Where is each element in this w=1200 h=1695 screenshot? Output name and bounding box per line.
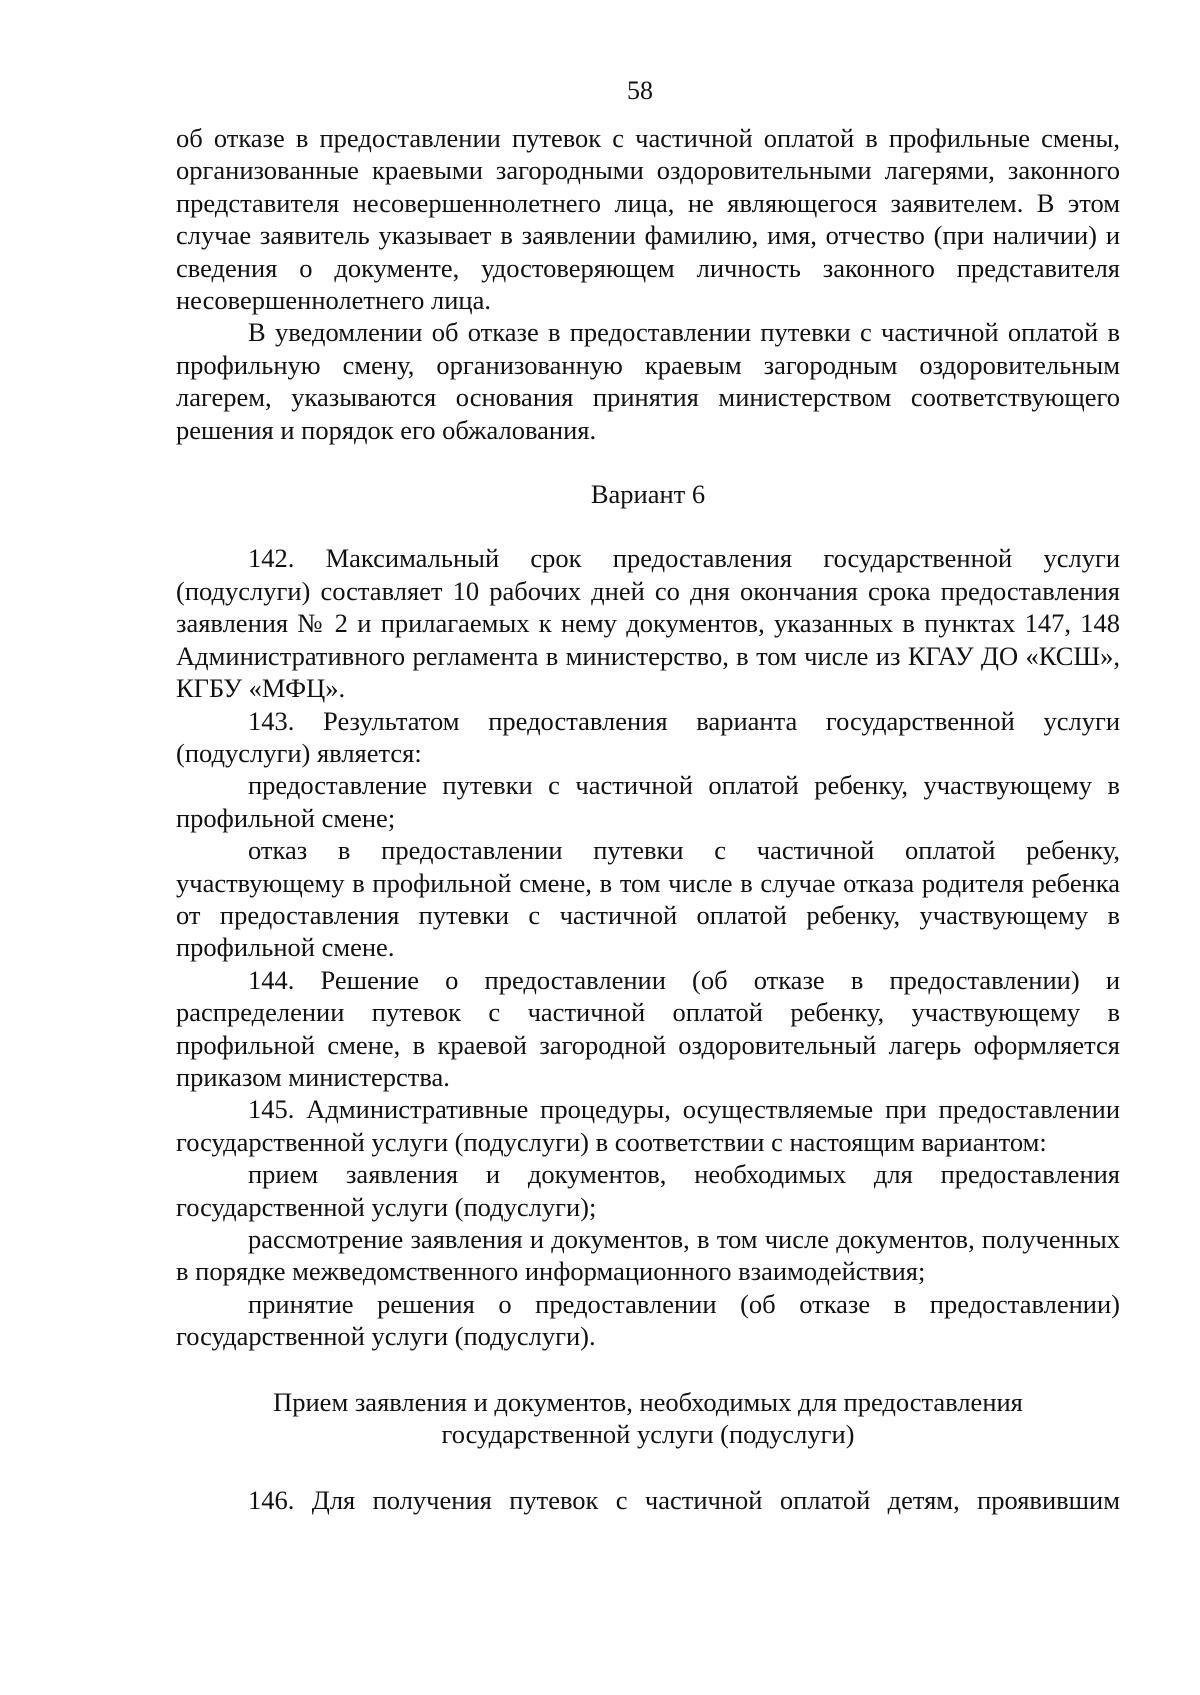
- section-heading: [176, 1386, 1120, 1451]
- variant-heading: Вариант 6: [590, 479, 706, 510]
- section-heading-line-1: Прием заявления и документов, необходимых для предоставления: [273, 1386, 1023, 1417]
- paragraph-145-procedure-review: рассмотрение заявления и документов, в том числе документов, полученных в порядке межведомственного информационного взаимодействия;: [176, 1224, 1120, 1287]
- paragraph-145-procedure-decision: принятие решения о предоставлении (об отказе в предоставлении) государственной услуги (подуслуги).: [176, 1288, 1120, 1352]
- paragraph-144: 144. Решение о предоставлении (об отказе в предоставлении) и распределении путевок с частичной оплатой ребенку, участвующему в профильной смене, в краевой загородной оздоровительный лагерь оформляется приказом министерства.: [176, 964, 1120, 1092]
- paragraph-143: 143. Результатом предоставления варианта государственной услуги (подуслуги) является:: [176, 705, 1120, 768]
- paragraph-143-result-refusal: отказ в предоставлении путевки с частичной оплатой ребенку, участвующему в профильной смене, в том числе в случае отказа родителя ребенка от предоставления путевки с частичной оплатой ребенку, участвующему в профильной смене.: [176, 835, 1120, 963]
- paragraph-143-result-grant: предоставление путевки с частичной оплатой ребенку, участвующему в профильной смене;: [176, 770, 1120, 833]
- paragraph-145-procedure-intake: прием заявления и документов, необходимых для предоставления государственной услуги (подуслуги);: [176, 1159, 1120, 1222]
- document-body: [176, 122, 1120, 1517]
- paragraph-refusal-notice: В уведомлении об отказе в предоставлении путевки с частичной оплатой в профильную смену, организованную краевым загородным оздоровительным лагерем, указываются основания принятия министерством соответствующего решения и порядок его обжалования.: [176, 317, 1120, 445]
- paragraph-145: 145. Административные процедуры, осуществляемые при предоставлении государственной услуги (подуслуги) в соответствии с настоящим вариантом:: [176, 1094, 1120, 1157]
- paragraph-142: 142. Максимальный срок предоставления государственной услуги (подуслуги) составляет 10 рабочих дней со дня окончания срока предоставления заявления № 2 и прилагаемых к нему документов, указанных в пунктах 147, 148 Административного регламента в министерство, в том числе из КГАУ ДО «КСШ», КГБУ «МФЦ».: [176, 543, 1120, 704]
- section-heading-line-2: государственной услуги (подуслуги): [441, 1419, 855, 1450]
- paragraph-146: 146. Для получения путевок с частичной оплатой детям, проявившим: [248, 1485, 1120, 1516]
- paragraph-intro-continuation: об отказе в предоставлении путевок с частичной оплатой в профильные смены, организованные краевыми загородными оздоровительными лагерями, законного представителя несовершеннолетнего лица, не являющегося заявителем. В этом случае заявитель указывает в заявлении фамилию, имя, отчество (при наличии) и сведения о документе, удостоверяющем личность законного представителя несовершеннолетнего лица.: [176, 123, 1120, 316]
- page-number: 58: [627, 76, 653, 105]
